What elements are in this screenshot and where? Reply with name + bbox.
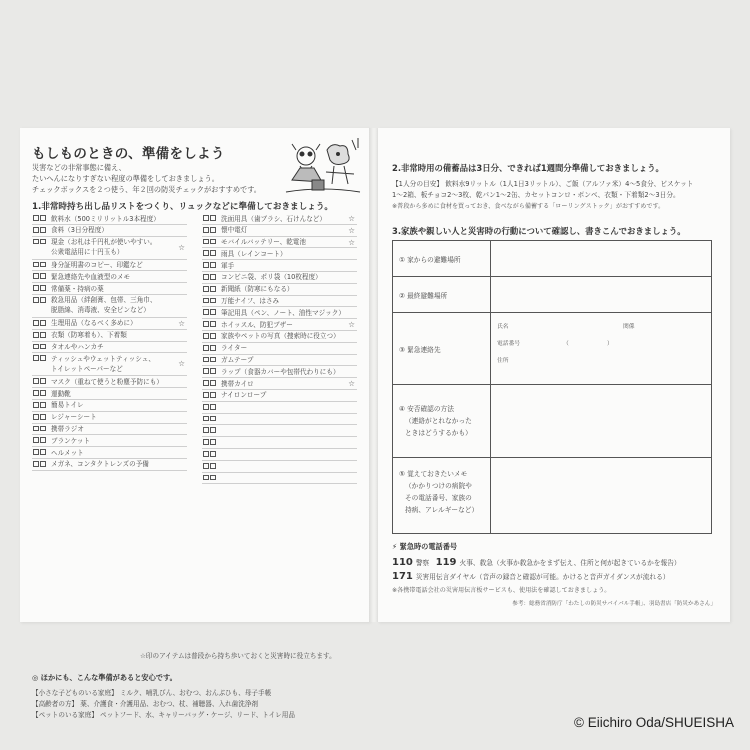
star-icon: ☆ [178, 359, 185, 369]
checkbox[interactable] [210, 250, 216, 256]
paren-open: （ [563, 341, 569, 347]
checkbox[interactable] [33, 449, 39, 455]
checkbox[interactable] [40, 297, 46, 303]
tel-row-171: 171 災害用伝言ダイヤル（音声の録音と確認が可能。かけると音声ガイダンスが流れる） [392, 571, 670, 582]
checklist-item-label: 食料（3日分程度） [51, 226, 108, 235]
checklist-item-label: 現金（お札は千円札が使いやすい。 [51, 238, 157, 247]
checklist-item-label-line2: 公衆電話用に十円玉も） [51, 248, 124, 257]
checkbox[interactable] [203, 368, 209, 374]
checkbox[interactable] [203, 262, 209, 268]
right-page [378, 128, 730, 622]
checkbox[interactable] [210, 309, 216, 315]
checkbox[interactable] [40, 378, 46, 384]
checkbox[interactable] [210, 333, 216, 339]
checkbox[interactable] [210, 368, 216, 374]
checkbox[interactable] [33, 355, 39, 361]
checklist-item-label: 携帯ラジオ [51, 425, 84, 434]
checklist-item-label: 飲料水（500ミリリットル3本程度） [51, 214, 160, 223]
star-icon: ☆ [348, 379, 355, 389]
lightning-icon: ⚡ [392, 542, 398, 551]
checkbox[interactable] [210, 345, 216, 351]
checklist-item-label: メガネ、コンタクトレンズの予備 [51, 460, 149, 469]
checkbox[interactable] [40, 390, 46, 396]
checkbox[interactable] [210, 227, 216, 233]
checkbox[interactable] [210, 427, 216, 433]
checklist-item [202, 248, 357, 260]
checklist-item [32, 424, 187, 436]
checklist-item [32, 412, 187, 424]
checkbox[interactable] [203, 298, 209, 304]
checklist-item [32, 318, 187, 330]
checklist-item-label: 救急用品（絆創膏、包帯、三角巾、 [51, 296, 157, 305]
checklist-item [202, 237, 357, 249]
intro-line-3: チェックボックスを２つ使う、年２回の防災チェックがおすすめです。 [32, 185, 261, 194]
checklist-item [32, 283, 187, 295]
star-icon: ☆ [348, 320, 355, 330]
row-label: ⑤ 覚えておきたいメモ [399, 470, 468, 478]
contact-relation-field: 関係 [623, 324, 635, 330]
checkbox[interactable] [33, 227, 39, 233]
checklist-item [202, 343, 357, 355]
checklist-item-label: タオルやハンカチ [51, 343, 104, 352]
checkbox[interactable] [203, 286, 209, 292]
checklist-item [32, 295, 187, 318]
checkbox[interactable] [40, 437, 46, 443]
checkbox[interactable] [40, 227, 46, 233]
checkbox[interactable] [210, 298, 216, 304]
checkbox[interactable] [40, 402, 46, 408]
checkbox[interactable] [40, 320, 46, 326]
checkbox[interactable] [203, 451, 209, 457]
checkbox[interactable] [203, 250, 209, 256]
checkbox[interactable] [203, 439, 209, 445]
checkbox[interactable] [210, 321, 216, 327]
contact-address-field: 住所 [497, 358, 509, 364]
checkbox[interactable] [33, 390, 39, 396]
checkbox[interactable] [210, 274, 216, 280]
checkbox[interactable] [203, 380, 209, 386]
checklist-item [202, 296, 357, 308]
section-3-heading: 3.家族や親しい人と災害時の行動について確認し、書きこんでおきましょう。 [392, 226, 686, 236]
extra-prep-heading: ◎ ほかにも、こんな準備があると安心です。 [32, 673, 177, 682]
checklist-item [32, 447, 187, 459]
checkbox[interactable] [33, 297, 39, 303]
checkbox[interactable] [33, 273, 39, 279]
checklist-item [202, 284, 357, 296]
checkbox[interactable] [203, 345, 209, 351]
checkbox[interactable] [40, 461, 46, 467]
checklist-item [202, 331, 357, 343]
checklist-item-label: 緊急連絡先や血液型のメモ [51, 272, 131, 281]
checkbox[interactable] [210, 451, 216, 457]
checklist-item-label: 常備薬・持病の薬 [51, 284, 104, 293]
checklist-item-label: 携帯カイロ [221, 379, 254, 388]
checkbox[interactable] [40, 344, 46, 350]
checklist-item-label: 筆記用具（ペン、ノート、油性マジック） [221, 308, 345, 317]
checkbox[interactable] [210, 463, 216, 469]
left-page [20, 128, 370, 719]
checkbox[interactable] [203, 274, 209, 280]
checklist-item [202, 225, 357, 237]
reference-note: 参考：総務省消防庁「わたしの防災サバイバル手帳」、羽島書店「防災かあさん」 [512, 601, 716, 607]
checkbox[interactable] [210, 215, 216, 221]
checklist-item-label-line2: 脱脂綿、消毒液、安全ピンなど） [51, 306, 150, 315]
checklist-item-label-line2: トイレットペーパーなど [51, 364, 123, 373]
contact-phone-field: 電話番号 [497, 341, 521, 347]
checkbox[interactable] [203, 475, 209, 481]
intro-line-1: 災害などの非常事態に備え、 [32, 163, 126, 172]
checklist-item [202, 319, 357, 331]
checkbox[interactable] [203, 357, 209, 363]
extra-prep-line-3: 【ペットのいる家庭】 ペットフード、水、キャリーバッグ・ケージ、リード、トイレ用品 [32, 711, 295, 719]
star-icon: ☆ [178, 318, 185, 328]
table-row-final-evacuation-site [393, 277, 711, 313]
checkbox[interactable] [33, 344, 39, 350]
section-2-note: ※普段から多めに食材を買っておき、食べながら備蓄する「ローリングストック」がおすすめです。 [392, 203, 665, 210]
family-plan-table [392, 240, 712, 534]
table-row-safety-check [393, 385, 711, 458]
row-label: ③ 緊急連絡先 [399, 346, 441, 354]
section-2-line-2: 1〜2箱、板チョコ2〜3枚、乾パン1〜2缶、カセットコンロ・ボンベ、衣類・下着類2〜3日分。 [392, 191, 680, 199]
checklist-item [202, 213, 357, 225]
checklist-item-label: ラップ（食器カバーや包帯代わりにも） [221, 367, 340, 376]
checklist-item [32, 225, 187, 237]
checklist-item-label: 軍手 [221, 261, 235, 270]
checklist-item-label: モバイルバッテリー、乾電池 [221, 238, 306, 247]
checkbox[interactable] [40, 239, 46, 245]
character-illustration [282, 136, 364, 194]
checklist-item-label: 衣類（防寒着も）、下着類 [51, 331, 127, 340]
checkbox[interactable] [33, 426, 39, 432]
checkbox[interactable] [40, 355, 46, 361]
checklist-item [32, 353, 187, 376]
row-label: ① 家からの避難場所 [399, 256, 461, 264]
intro-line-2: たいへんになりすぎない程度の準備をしておきましょう。 [32, 174, 219, 183]
checklist-item-label: 生理用品（なるべく多めに） [51, 319, 137, 328]
checklist-item [32, 459, 187, 471]
checklist-item [202, 378, 357, 390]
checklist-item [32, 260, 187, 272]
checkbox[interactable] [40, 273, 46, 279]
checklist-item-label: ヘルメット [51, 448, 84, 457]
checkbox[interactable] [33, 402, 39, 408]
checklist-item [202, 473, 357, 485]
checkbox[interactable] [210, 416, 216, 422]
checklist-item [202, 437, 357, 449]
tel-number-171: 171 [392, 571, 413, 582]
checkbox[interactable] [40, 215, 46, 221]
checkbox[interactable] [203, 463, 209, 469]
section-2-line-1: 【1人分の目安】 飲料水9リットル（1人1日3リットル）、ご飯（アルファ米）4〜5食分、ビスケット [392, 180, 694, 188]
checklist-item [202, 449, 357, 461]
checkbox[interactable] [210, 262, 216, 268]
checklist-item-label: ホイッスル、防犯ブザー [221, 320, 293, 329]
section-1-heading: 1.非常時持ち出し品リストをつくり、リュックなどに準備しておきましょう。 [32, 202, 334, 212]
row-label: ④ 安否確認の方法 [399, 405, 454, 413]
checkbox[interactable] [210, 286, 216, 292]
star-icon: ☆ [348, 225, 355, 235]
checklist-item [202, 414, 357, 426]
table-row-memo [393, 458, 711, 533]
checklist-item [32, 435, 187, 447]
checklist-item [202, 390, 357, 402]
checklist-item-label: ライター [221, 344, 248, 353]
page-title: もしものときの、準備をしよう [32, 146, 225, 162]
checklist-item [32, 388, 187, 400]
row-label: ② 最終避難場所 [399, 292, 448, 300]
checklist-item [32, 330, 187, 342]
checkbox[interactable] [210, 392, 216, 398]
tel-note: ※各携帯電話会社の災害用伝言板サービスも、使用法を確認しておきましょう。 [392, 587, 611, 594]
row-label-sub-1: （連絡がとれなかった [405, 417, 472, 425]
checklist-item [32, 376, 187, 388]
checkbox[interactable] [203, 416, 209, 422]
checkbox[interactable] [33, 414, 39, 420]
checklist-item [202, 425, 357, 437]
checklist-item [202, 402, 357, 414]
tel-row-110-119: 110 警察 119 火事、救急（火事か救急かをまず伝え、住所と何が起きているかを報告） [392, 557, 681, 568]
checkbox[interactable] [203, 309, 209, 315]
checkbox[interactable] [203, 333, 209, 339]
checkbox[interactable] [33, 332, 39, 338]
tel-number-110: 110 [392, 557, 413, 568]
checklist-item-label: ブランケット [51, 436, 91, 445]
row-label-sub-2: その電話番号、家族の [405, 494, 472, 502]
checklist-item [202, 366, 357, 378]
checkbox[interactable] [33, 239, 39, 245]
checklist-item [202, 307, 357, 319]
checkbox[interactable] [33, 378, 39, 384]
star-note: ☆印のアイテムは普段から持ち歩いておくと災害時に役立ちます。 [140, 652, 336, 660]
checklist-item [32, 213, 187, 225]
checkbox[interactable] [40, 414, 46, 420]
row-label-sub-2: ときはどうするかも） [405, 429, 472, 437]
checkbox[interactable] [33, 262, 39, 268]
checkbox[interactable] [203, 392, 209, 398]
checkbox[interactable] [203, 404, 209, 410]
star-icon: ☆ [178, 242, 185, 252]
checkbox[interactable] [40, 449, 46, 455]
checklist-item [32, 400, 187, 412]
checklist-item [202, 355, 357, 367]
checklist-left-column [32, 213, 187, 471]
checklist-item-label: ナイロンロープ [221, 391, 267, 400]
checkbox[interactable] [210, 357, 216, 363]
checklist-item-label: ガムテープ [221, 356, 254, 365]
checklist-item [32, 271, 187, 283]
checkbox[interactable] [203, 227, 209, 233]
tel-number-119: 119 [435, 557, 457, 568]
checklist-item-label: ティッシュやウェットティッシュ、 [51, 354, 155, 363]
checkbox[interactable] [210, 239, 216, 245]
checklist-item [32, 237, 187, 260]
contact-name-field: 氏名 [497, 324, 509, 330]
table-row-emergency-contact [393, 313, 711, 385]
star-icon: ☆ [348, 237, 355, 247]
checklist-item-label: 新聞紙（防寒にもなる） [221, 285, 294, 294]
checkbox[interactable] [33, 461, 39, 467]
checkbox[interactable] [210, 404, 216, 410]
checkbox[interactable] [203, 215, 209, 221]
checklist-item-label: 雨具（レインコート） [221, 249, 287, 258]
checkbox[interactable] [210, 439, 216, 445]
checkbox[interactable] [203, 427, 209, 433]
checkbox[interactable] [203, 239, 209, 245]
checkbox[interactable] [210, 475, 216, 481]
checklist-item-label: マスク（重ねて使うと粉塵予防にも） [51, 377, 163, 386]
checklist-item-label: 身分証明書のコピー、印鑑など [51, 261, 143, 270]
paren-close: ） [607, 341, 613, 347]
row-label-sub-3: 持病、アレルギーなど） [405, 506, 479, 514]
row-label-sub-1: （かかりつけの病院や [405, 482, 472, 490]
checkbox[interactable] [33, 215, 39, 221]
checkbox[interactable] [203, 321, 209, 327]
checklist-item [32, 342, 187, 354]
checklist-item-label: 洗面用具（歯ブラシ、石けんなど） [221, 214, 326, 223]
checklist-item-label: 運動靴 [51, 389, 71, 398]
checklist-item [202, 260, 357, 272]
checklist-item-label: 簡易トイレ [51, 401, 84, 410]
checkbox[interactable] [33, 320, 39, 326]
table-row-evacuation-site [393, 241, 711, 277]
section-2-heading: 2.非常時用の備蓄品は3日分、できれば1週間分準備しておきましょう。 [392, 163, 664, 173]
checkbox[interactable] [33, 437, 39, 443]
checkbox[interactable] [40, 262, 46, 268]
extra-prep-line-1: 【小さな子どものいる家庭】 ミルク、哺乳びん、おむつ、おんぶひも、母子手帳 [32, 689, 272, 697]
checklist-item-label: 懐中電灯 [221, 226, 248, 235]
checkbox[interactable] [40, 285, 46, 291]
checklist-item-label: 万能ナイフ、はさみ [221, 297, 280, 306]
checklist-item-label: レジャーシート [51, 413, 97, 422]
checkbox[interactable] [210, 380, 216, 386]
checklist-right-column [202, 213, 357, 484]
checkbox[interactable] [40, 426, 46, 432]
checkbox[interactable] [40, 332, 46, 338]
star-icon: ☆ [348, 214, 355, 223]
copyright-notice: © Eiichiro Oda/SHUEISHA [574, 715, 734, 730]
checklist-item [202, 272, 357, 284]
emergency-heading: ⚡ 緊急時の電話番号 [392, 542, 458, 551]
checklist-item-label: コンビニ袋、ポリ袋（10枚程度） [221, 273, 322, 282]
checklist-item [202, 461, 357, 473]
checklist-item-label: 家族やペットの写真（捜索時に役立つ） [221, 332, 340, 341]
extra-prep-line-2: 【高齢者の方】 薬、介護食・介護用品、おむつ、杖、補聴器、入れ歯洗浄剤 [32, 700, 259, 708]
checkbox[interactable] [33, 285, 39, 291]
